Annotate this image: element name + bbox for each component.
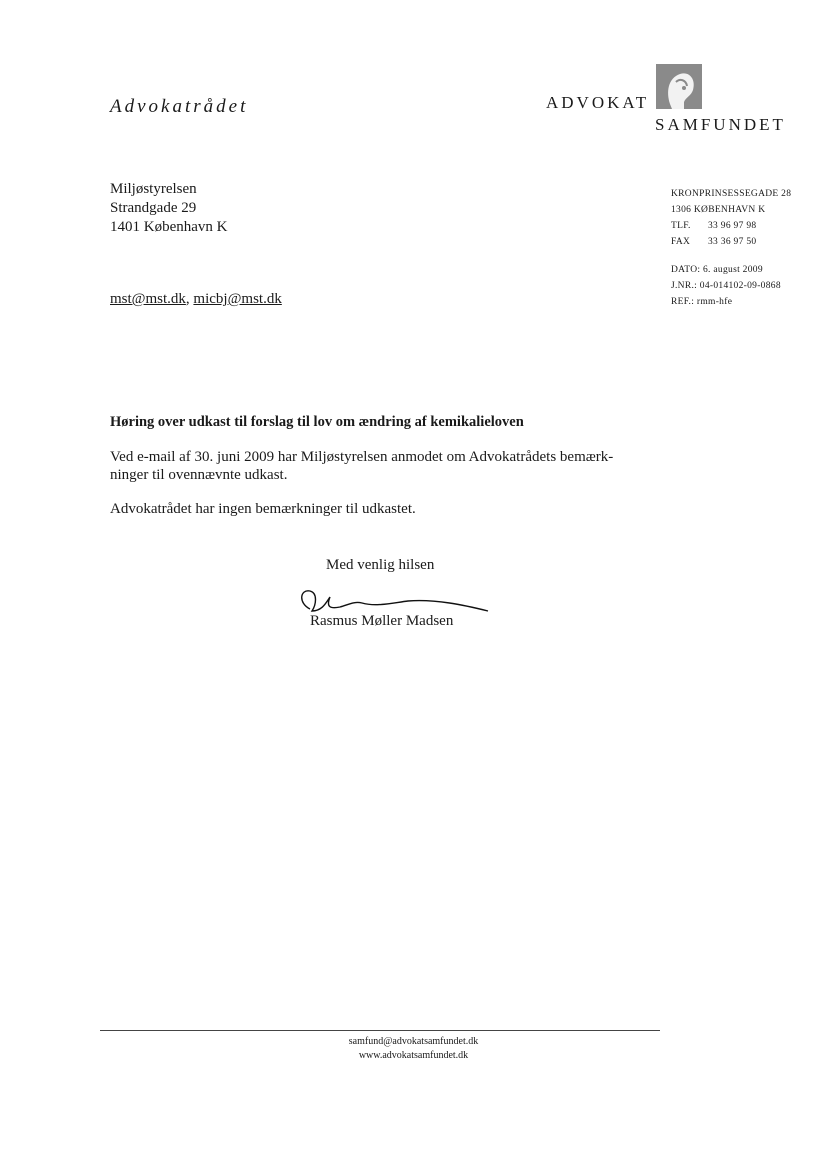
phone-label: TLF. — [671, 221, 691, 231]
sender-name: Advokatrådet — [110, 96, 249, 117]
email-separator: , — [185, 291, 194, 307]
sender-street: KRONPRINSESSEGADE 28 — [671, 189, 792, 199]
sender-phone — [671, 219, 756, 234]
letter-date — [671, 263, 763, 278]
date-value: 6. august 2009 — [703, 265, 763, 275]
recipient-street: Strandgade 29 — [110, 200, 197, 216]
phone-value: 33 96 97 98 — [708, 221, 757, 231]
logo-text-advokat: ADVOKAT — [546, 93, 650, 112]
jnr-label: J.NR.: — [671, 281, 698, 291]
recipient-city: 1401 København K — [110, 219, 228, 235]
ref-label: REF.: — [671, 297, 695, 307]
logo-text-samfundet: SAMFUNDET — [655, 115, 786, 134]
letter-subject: Høring over udkast til forslag til lov om ændring af kemikalieloven — [110, 414, 524, 430]
reference — [671, 295, 732, 310]
signer-name: Rasmus Møller Madsen — [310, 613, 454, 629]
email-link-mst[interactable]: mst@mst.dk — [110, 291, 186, 307]
jnr-value: 04-014102-09-0868 — [699, 281, 781, 291]
date-label: DATO: — [671, 265, 701, 275]
closing-greeting: Med venlig hilsen — [326, 557, 435, 573]
footer-email[interactable]: samfund@advokatsamfundet.dk — [348, 1036, 479, 1047]
ref-value: rmm-hfe — [696, 297, 733, 307]
paragraph-2: Advokatrådet har ingen bemærkninger til udkastet. — [110, 501, 416, 517]
logo-emblem-icon — [656, 64, 702, 109]
sender-fax — [671, 235, 756, 250]
paragraph-1-line-1: Ved e-mail af 30. juni 2009 har Miljøstyrelsen anmodet om Advokatrådets bemærk- — [110, 449, 614, 465]
recipient-name: Miljøstyrelsen — [110, 181, 197, 197]
footer-website[interactable]: www.advokatsamfundet.dk — [358, 1050, 469, 1061]
journal-number — [671, 279, 781, 294]
fax-value: 33 36 97 50 — [708, 237, 757, 247]
sender-city: 1306 KØBENHAVN K — [671, 205, 766, 215]
recipient-emails — [110, 291, 282, 308]
paragraph-1-line-2: ninger til ovennævnte udkast. — [110, 467, 288, 483]
fax-label: FAX — [671, 237, 691, 247]
email-link-micbj[interactable]: micbj@mst.dk — [193, 291, 282, 307]
footer-divider — [100, 1030, 660, 1031]
